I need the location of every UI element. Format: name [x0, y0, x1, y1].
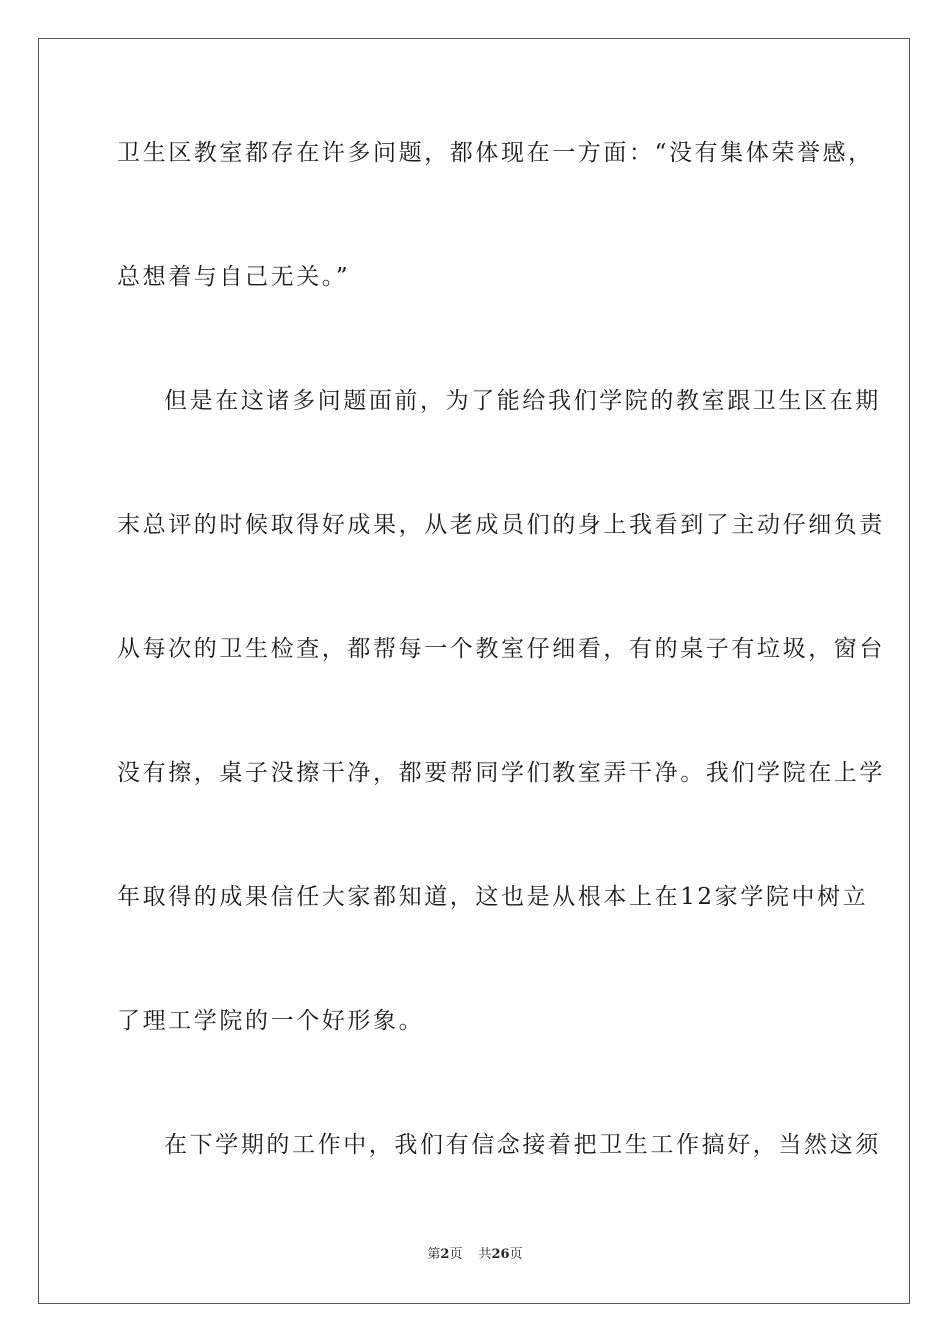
- page-footer: [0, 1246, 950, 1264]
- page-suffix: 页: [449, 1247, 463, 1262]
- text-line-4: 末总评的时候取得好成果，从老成员们的身上我看到了主动仔细负责: [117, 512, 885, 538]
- text-line-5: 从每次的卫生检查，都帮每一个教室仔细看，有的桌子有垃圾，窗台: [117, 636, 885, 662]
- page-number: 2: [440, 1247, 450, 1262]
- total-pages: 26: [491, 1247, 510, 1262]
- text-line-2: 总想着与自己无关。”: [117, 264, 351, 290]
- text-line-3: 但是在这诸多问题面前，为了能给我们学院的教室跟卫生区在期: [164, 388, 881, 414]
- text-line-1: 卫生区教室都存在许多问题，都体现在一方面：“没有集体荣誉感，: [117, 140, 874, 166]
- page-prefix: 第: [427, 1247, 441, 1262]
- text-line-9: 在下学期的工作中，我们有信念接着把卫生工作搞好，当然这须: [164, 1132, 881, 1158]
- text-line-8: 了理工学院的一个好形象。: [117, 1008, 425, 1034]
- total-prefix: 共: [478, 1247, 492, 1262]
- text-line-7: 年取得的成果信任大家都知道，这也是从根本上在12家学院中树立: [117, 884, 869, 910]
- total-suffix: 页: [509, 1247, 523, 1262]
- page-border: [38, 38, 910, 1304]
- text-line-6: 没有擦，桌子没擦干净，都要帮同学们教室弄干净。我们学院在上学: [117, 760, 885, 786]
